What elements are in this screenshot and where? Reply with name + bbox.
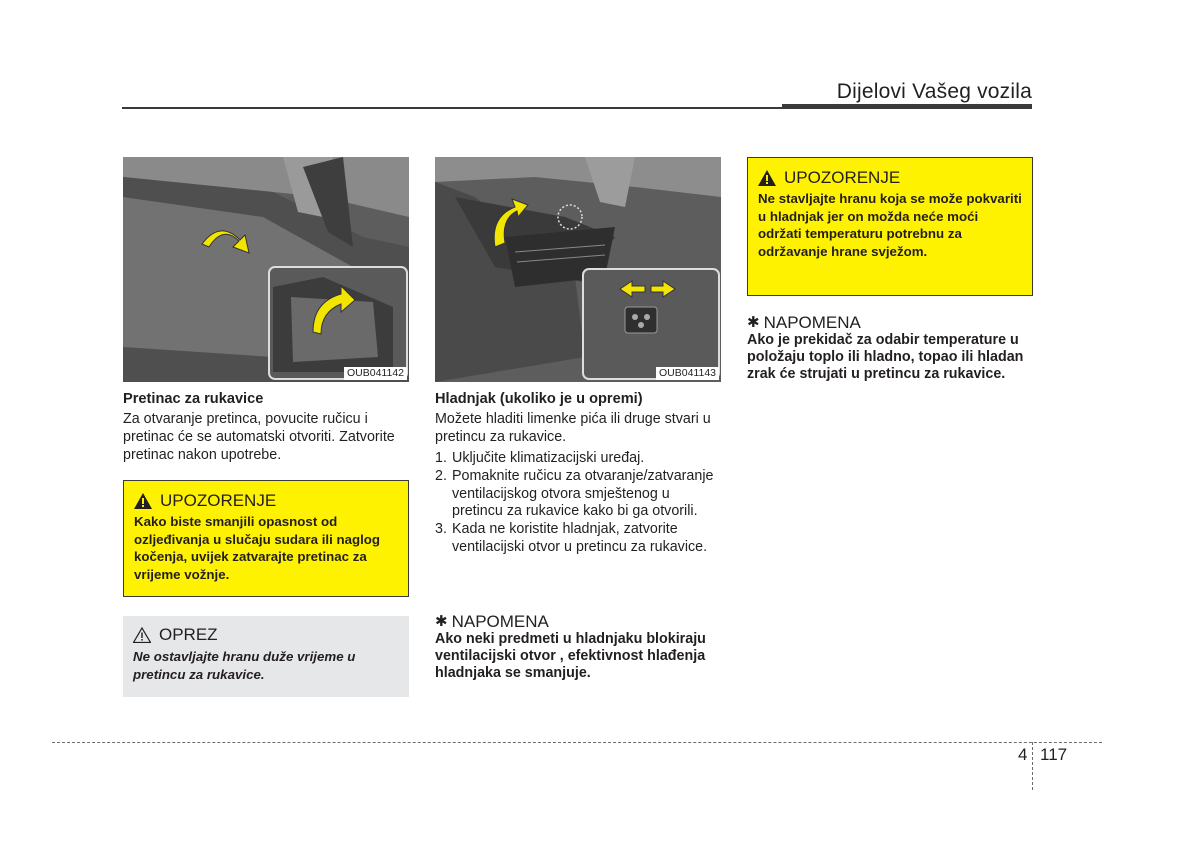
warning-box [123,480,409,597]
photo-code: OUB041143 [656,367,719,380]
chapter-number: 4 [1018,745,1028,764]
list-item: 3. Kada ne koristite hladnjak, zatvorite ventilacijski otvor u pretincu za rukavice. [435,521,708,555]
caution-box [123,616,409,697]
cooler-heading: Hladnjak (ukoliko je u opremi) [435,391,643,407]
caution-title: OPREZ [159,625,218,644]
glovebox-heading: Pretinac za rukavice [123,391,264,407]
caution-triangle-icon [133,627,151,643]
note-block [435,613,720,682]
note-title: NAPOMENA [763,313,861,332]
page-number: 117 [1040,745,1068,764]
list-item: 2. Pomaknite ručicu za otvaranje/zatvaranje ventilacijskog otvora smještenog u pretincu za rukavice kako bi ga otvorili. [435,467,714,520]
footer-rule [52,742,1102,743]
list-item: 1. Uključite klimatizacijski uređaj. [435,450,645,466]
note-title: NAPOMENA [451,612,549,631]
warning-body: Kako biste smanjili opasnost od ozljeđivanja u slučaju sudara ili naglog kočenja, uvijek zatvarajte pretinac za vrijeme vožnje. [134,514,381,582]
warning-title: UPOZORENJE [784,168,901,187]
note-block [747,314,1032,383]
footer-divider [1032,742,1033,790]
asterisk-note-icon: ✱ [435,613,448,630]
warning-body: Ne stavljajte hranu koja se može pokvariti u hladnjak jer on možda neće moći održati temperaturu potrebnu za održavanje hrane svježom. [758,191,1022,259]
glovebox-paragraph: Za otvaranje pretinca, povucite ručicu i pretinac će se automatski otvoriti. Zatvorite pretinac nakon upotrebe. [123,411,395,463]
glovebox-photo [123,157,409,382]
warning-triangle-icon [134,493,152,509]
warning-box [747,157,1033,296]
note-body: Ako je prekidač za odabir temperature u položaju toplo ili hladno, topao ili hladan zrak će strujati u pretincu za rukavice. [747,332,1024,382]
note-body: Ako neki predmeti u hladnjaku blokiraju ventilacijski otvor , efektivnost hlađenja hladnjaka se smanjuje. [435,631,706,681]
cooler-steps [435,450,720,557]
section-title: Dijelovi Vašeg vozila [836,80,1032,103]
asterisk-note-icon: ✱ [747,314,760,331]
cooler-paragraph: Možete hladiti limenke pića ili druge stvari u pretincu za rukavice. [435,411,711,445]
cooler-photo [435,157,721,382]
warning-triangle-icon [758,170,776,186]
header-rule-thick [782,104,1032,109]
warning-title: UPOZORENJE [160,491,277,510]
caution-body: Ne ostavljajte hranu duže vrijeme u pretincu za rukavice. [133,649,356,682]
photo-code: OUB041142 [344,367,407,380]
header-rule [122,107,782,109]
